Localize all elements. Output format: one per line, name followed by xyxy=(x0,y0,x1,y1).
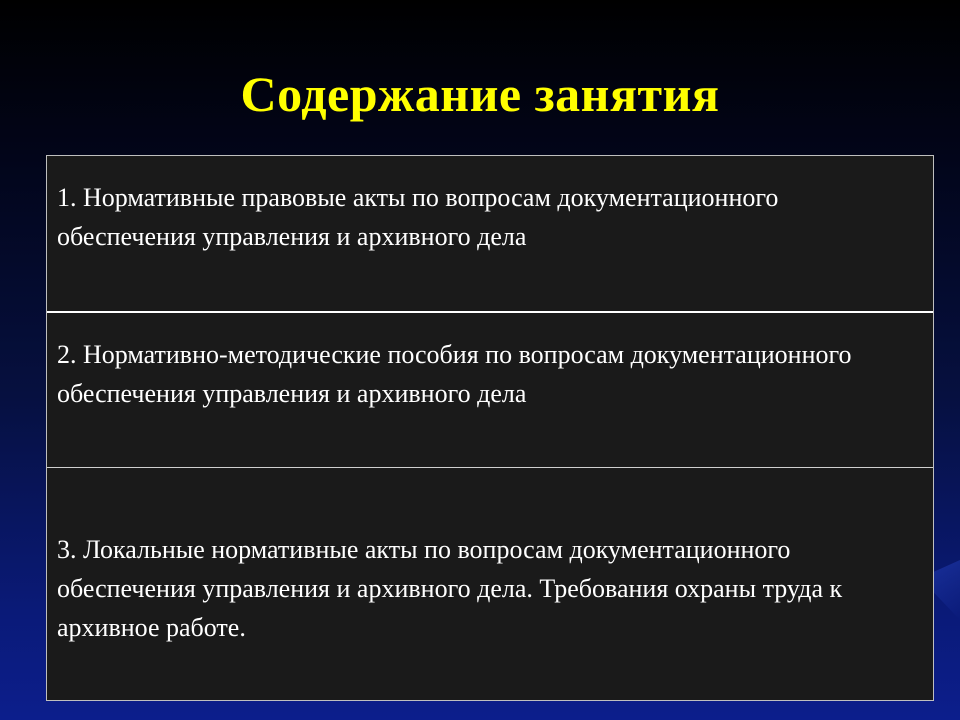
table-row xyxy=(47,156,933,311)
item-text: 1. Нормативные правовые акты по вопросам документационного обеспечения управления и архивного дела xyxy=(57,183,779,251)
table-row xyxy=(47,311,933,467)
item-text: 3. Локальные нормативные акты по вопросам документационного обеспечения управления и архивного дела. Требования охраны труда к архивное работе. xyxy=(57,534,843,642)
item-text: 2. Нормативно-методические пособия по вопросам документационного обеспечения управления и архивного дела xyxy=(57,340,852,408)
content-table xyxy=(46,155,934,701)
slide-title: Содержание занятия xyxy=(240,66,720,122)
table-row xyxy=(47,467,933,700)
